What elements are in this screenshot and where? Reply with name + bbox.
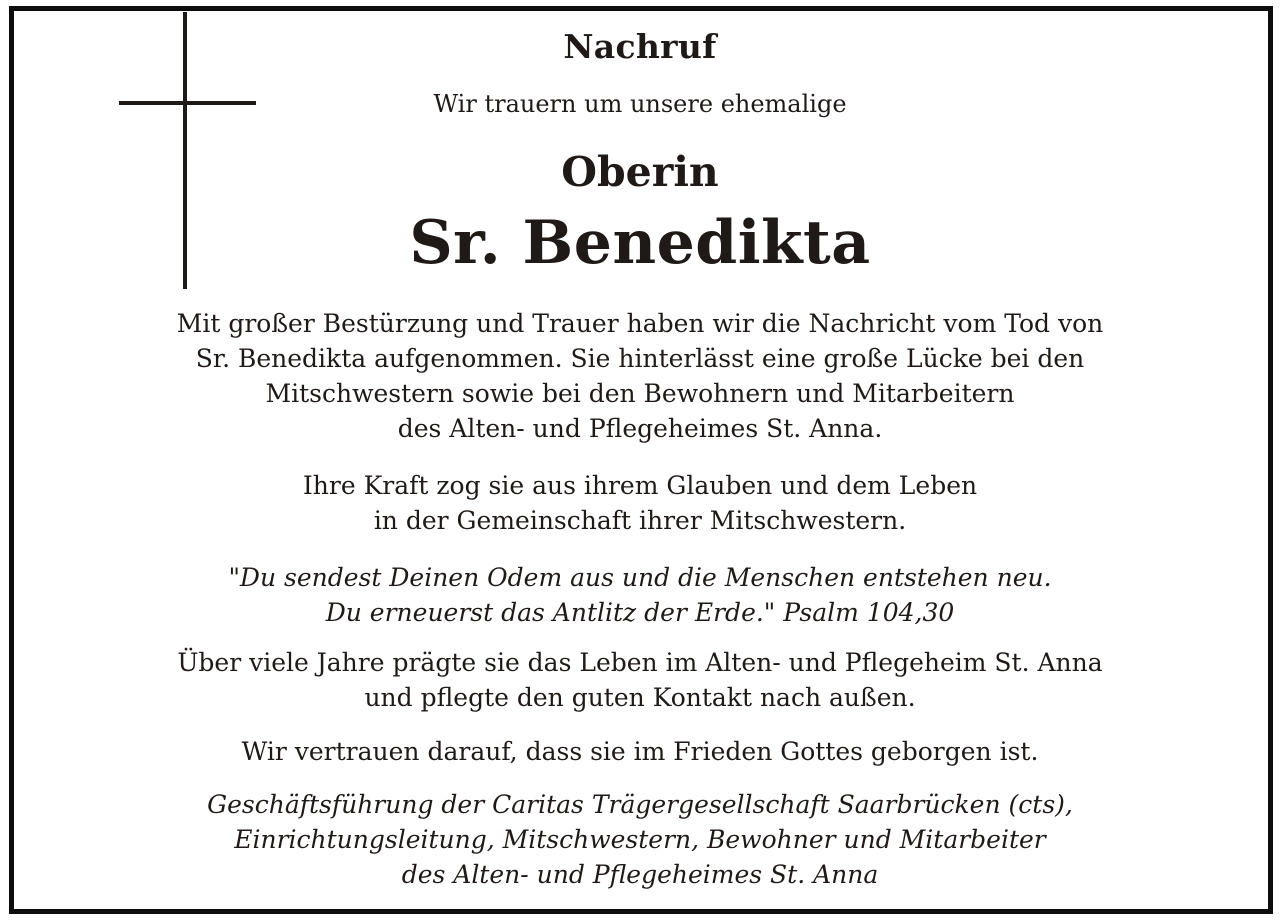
deceased-title: Oberin [561, 148, 719, 196]
paragraph-2-line-1: Ihre Kraft zog sie aus ihrem Glauben und dem Leben [302, 471, 978, 500]
obituary-heading: Nachruf [563, 27, 717, 66]
paragraph-3-line-1: Über viele Jahre prägte sie das Leben im Alten- und Pflegeheim St. Anna [177, 648, 1103, 677]
signature-line-2: Einrichtungsleitung, Mitschwestern, Bewohner und Mitarbeiter [234, 825, 1046, 854]
psalm-quote-line-2: Du erneuerst das Antlitz der Erde." Psalm 104,30 [325, 598, 955, 627]
paragraph-4: Wir vertrauen darauf, dass sie im Frieden Gottes geborgen ist. [241, 737, 1039, 766]
signature-line-1: Geschäftsführung der Caritas Trägergesellschaft Saarbrücken (cts), [207, 790, 1073, 819]
paragraph-2-line-2: in der Gemeinschaft ihrer Mitschwestern. [373, 506, 907, 535]
signature-line-3: des Alten- und Pflegeheimes St. Anna [401, 860, 879, 889]
paragraph-1-line-3: Mitschwestern sowie bei den Bewohnern und Mitarbeitern [265, 379, 1015, 408]
paragraph-1-line-4: des Alten- und Pflegeheimes St. Anna. [397, 414, 883, 443]
obituary-border [9, 6, 1273, 914]
paragraph-1-line-1: Mit großer Bestürzung und Trauer haben wir die Nachricht vom Tod von [176, 309, 1104, 338]
paragraph-3-line-2: und pflegte den guten Kontakt nach außen. [364, 683, 916, 712]
obituary-intro: Wir trauern um unsere ehemalige [433, 90, 847, 118]
paragraph-1-line-2: Sr. Benedikta aufgenommen. Sie hinterlässt eine große Lücke bei den [195, 344, 1085, 373]
deceased-name: Sr. Benedikta [409, 208, 871, 278]
psalm-quote-line-1: "Du sendest Deinen Odem aus und die Menschen entstehen neu. [228, 563, 1052, 592]
